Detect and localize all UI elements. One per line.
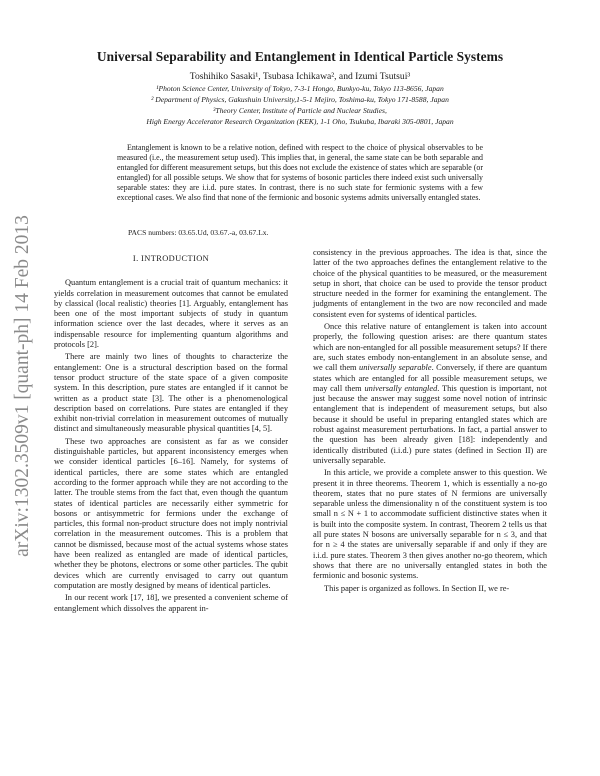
section-heading: I. INTRODUCTION [132,254,210,263]
arxiv-stamp-text: arXiv:1302.3509v1 [quant-ph] 14 Feb 2013 [12,215,33,557]
affiliation-3-cont: High Energy Accelerator Research Organization (KEK), 1-1 Oho, Tsukuba, Ibaraki 305-0801, Japan [146,117,454,126]
term-universally-entangled: universally entangled [364,383,438,393]
author-list: Toshihiko Sasaki¹, Tsubasa Ichikawa², and Izumi Tsutsui³ [189,71,411,82]
text-run: . Conversely, if there are quantum states which are entangled for all possible measurement setups, we may call them [313,363,547,393]
term-universally-separable: universally separable [359,363,432,373]
paper-title: Universal Separability and Entanglement in Identical Particle Systems [96,49,504,64]
left-column [54,246,288,614]
paragraph: In this article, we provide a complete answer to this question. We present it in three theorems. Theorem 1, which is essentially a no-go theorem, states that no pure states of N fermions are universally separable unless the dimensionality n of the constituent system is too small n ≤ N + 1 to accommodate sufficient distinctive states when it is built into the composite system. In contrast, Theorem 2 tells us that all pure states N bosons are universally separable for n ≤ 3, and that for n ≥ 4 the states are universally separable if and only if they are i.i.d. pure states. Theorem 3 then gives another no-go theorem, which shows that there are no universally entangled states in both the fermionic and bosonic systems. [313,468,547,581]
abstract-text: Entanglement is known to be a relative notion, defined with respect to the choice of physical observables to be measured (i.e., the measurement setup used). This implies that, in general, the same state can be both separable and entangled for different measurement setups, but this does not exclude the existence of states which are separable (or entangled) for all possible setups. We show that for systems of bosonic particles there indeed exist such universally separable states: they are i.i.d. pure states. In contrast, there is no such state for fermionic systems with a few exceptional cases. We also find that none of the fermionic and bosonic systems admits universally entangled states. [117,143,483,203]
paragraph: In our recent work [17, 18], we presented a convenient scheme of entanglement which dissolves the apparent in- [54,593,288,613]
text-run: . This question is important, not just because the answer may suggest some novel notion of intrinsic entanglement that is independent of measurement setups, but also because it should be useful in preparing entangled states which are robust against measurement perturbations. In fact, a partial answer to the question has been already given [18]: independently and identically distributed (i.i.d.) pure states (defined in Section II) are universally separable. [313,383,547,465]
arxiv-stamp [8,196,38,576]
right-column [313,248,547,594]
affiliation-3: ³Theory Center, Institute of Particle and Nuclear Studies, [213,106,387,115]
affiliation-1: ¹Photon Science Center, University of Tokyo, 7-3-1 Hongo, Bunkyo-ku, Tokyo 113-8656, Japan [156,84,444,93]
paragraph: These two approaches are consistent as far as we consider distinguishable particles, but apparent inconsistency emerges when we consider identical particles [6–16]. Namely, for systems of identical particles, there are some states which are entangled according to the former approach while they are not according to the latter. The trouble stems from the fact that, even though the quantum states of identical particles are necessarily either symmetric for bosons or antisymmetric for fermions under the exchange of particles, this formal non-product structure does not imply nontrivial correlation in the measurement outcomes. This is a problem that cannot be dismissed, because most of the actual systems whose states have been realized as entangled are made of identical particles, whether they be photons, electrons or some other particles. The qubit devices which are currently envisaged to carry out quantum computation are mostly designed by means of identical particles. [54,436,288,590]
paragraph: There are mainly two lines of thoughts to characterize the entanglement: One is a structural description based on the formal tensor product structure of the state space of a given composite system. In this description, pure states are entangled if it cannot be written as a product state [3]. The other is a phenomenological description based on correlations. Pure states are entangled if they exhibit non-trivial correlation in measurement outcomes of mutually distinct and simultaneously measurable physical quantities [4, 5]. [54,352,288,434]
paragraph: This paper is organized as follows. In Section II, we re- [324,583,510,593]
text-run: Once this relative nature of entanglement is taken into account properly, the following question arises: are there quantum states which are non-entangled for all possible measurement setups? If there are, such states embody non-entanglement in an absolute sense, and we call them [313,322,547,373]
paragraph-question [313,322,547,466]
paragraph: Quantum entanglement is a crucial trait of quantum mechanics: it yields correlation in measurement outcomes that cannot be emulated by classical (local realistic) theories [1]. Arguably, entanglement has been one of the most important subjects of study in quantum information science over the last decades, where it serves as an indispensable resource for implementing quantum algorithms and protocols [2]. [54,278,288,350]
paragraph: consistency in the previous approaches. The idea is that, since the latter of the two approaches defines the entanglement relative to the choice of the physical quantities to be measured, or the measurement setup in short, that choice can be used to provide the tensor product structure needed in the former for examining the entanglement. The judgments of entanglement in the two are now reconciled and made consistent even for systems of identical particles. [313,248,547,319]
affiliation-2: ² Department of Physics, Gakushuin University,1-5-1 Mejiro, Toshima-ku, Tokyo 171-8588, Japan [151,95,449,104]
abstract [117,143,483,203]
pacs-numbers: PACS numbers: 03.65.Ud, 03.67.-a, 03.67.Lx. [128,228,269,237]
